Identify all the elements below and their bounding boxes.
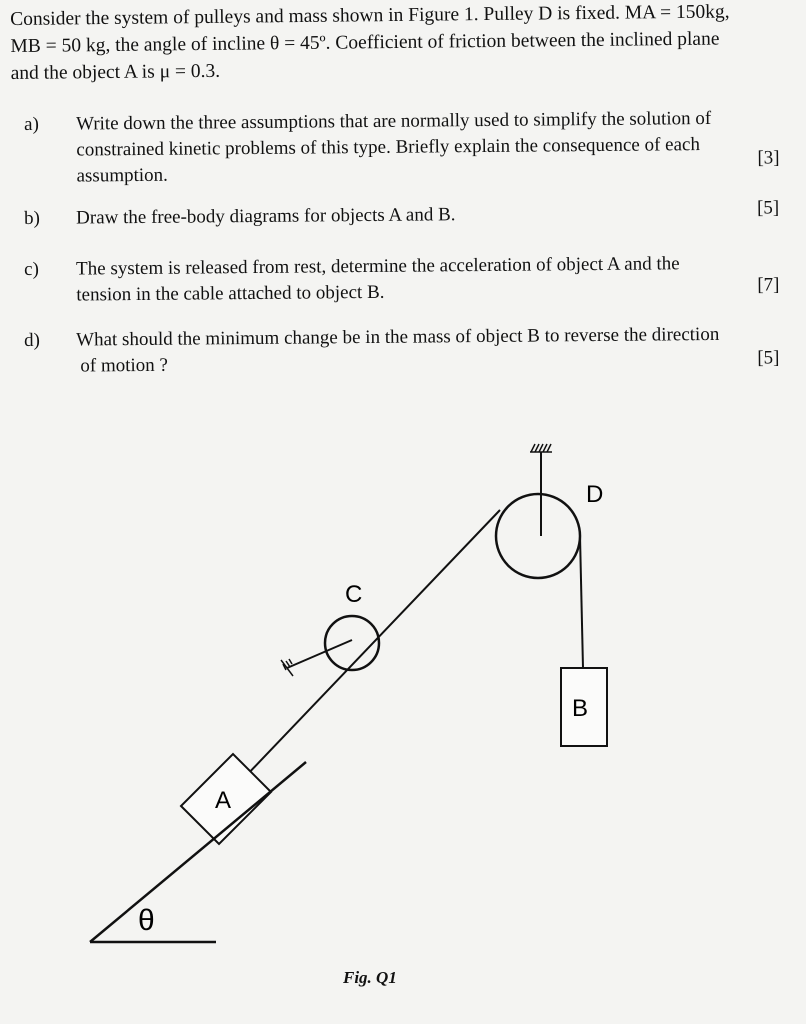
- question-line: Write down the three assumptions that are normally used to simplify the solution of: [76, 108, 712, 135]
- question-marks: [5]: [756, 197, 780, 219]
- question-line: What should the minimum change be in the mass of object B to reverse the direction: [76, 323, 720, 351]
- question-line: assumption.: [76, 164, 168, 187]
- pulley-system-figure: [0, 420, 806, 1024]
- question-a: [24, 105, 785, 192]
- question-text: [76, 251, 680, 308]
- cable-to-a: [244, 510, 500, 778]
- ceiling-support: [530, 444, 552, 536]
- block-a-label: A: [215, 787, 232, 814]
- pulley-c-mount: [281, 640, 352, 676]
- figure-caption: Fig. Q1: [343, 968, 397, 987]
- question-letter: d): [24, 329, 41, 351]
- cable-to-b: [580, 536, 583, 668]
- intro-line-2: MB = 50 kg, the angle of incline θ = 45º. Coefficient of friction between the inclined plane: [10, 28, 720, 57]
- angle-label: θ: [138, 904, 155, 937]
- intro-line-1: Consider the system of pulleys and mass shown in Figure 1. Pulley D is fixed. MA = 150kg,: [10, 1, 730, 30]
- pulley-c: [325, 616, 379, 670]
- intro-line-3: and the object A is μ = 0.3.: [10, 60, 221, 84]
- question-line: tension in the cable attached to object B.: [76, 281, 385, 306]
- pulley-d-label: D: [586, 481, 604, 508]
- pulley-d: [496, 494, 580, 578]
- question-line: of motion ?: [80, 354, 169, 377]
- question-text: [76, 106, 712, 190]
- question-line: Draw the free-body diagrams for objects A and B.: [76, 204, 456, 229]
- question-c: [24, 250, 784, 313]
- question-letter: c): [24, 258, 39, 280]
- question-line: constrained kinetic problems of this type. Briefly explain the consequence of each: [76, 134, 701, 161]
- pulley-c-label: C: [345, 581, 363, 608]
- question-letter: a): [24, 113, 39, 135]
- question-line: The system is released from rest, determine the acceleration of object A and the: [76, 253, 680, 280]
- question-text: [76, 202, 456, 231]
- question-marks: [3]: [757, 147, 780, 169]
- question-text: [76, 322, 720, 380]
- question-letter: b): [24, 207, 41, 229]
- question-b: [24, 199, 784, 236]
- problem-statement: [10, 0, 791, 87]
- question-marks: [7]: [757, 274, 780, 296]
- block-b-label: B: [572, 695, 589, 722]
- question-d: [24, 321, 784, 384]
- question-marks: [5]: [757, 347, 780, 369]
